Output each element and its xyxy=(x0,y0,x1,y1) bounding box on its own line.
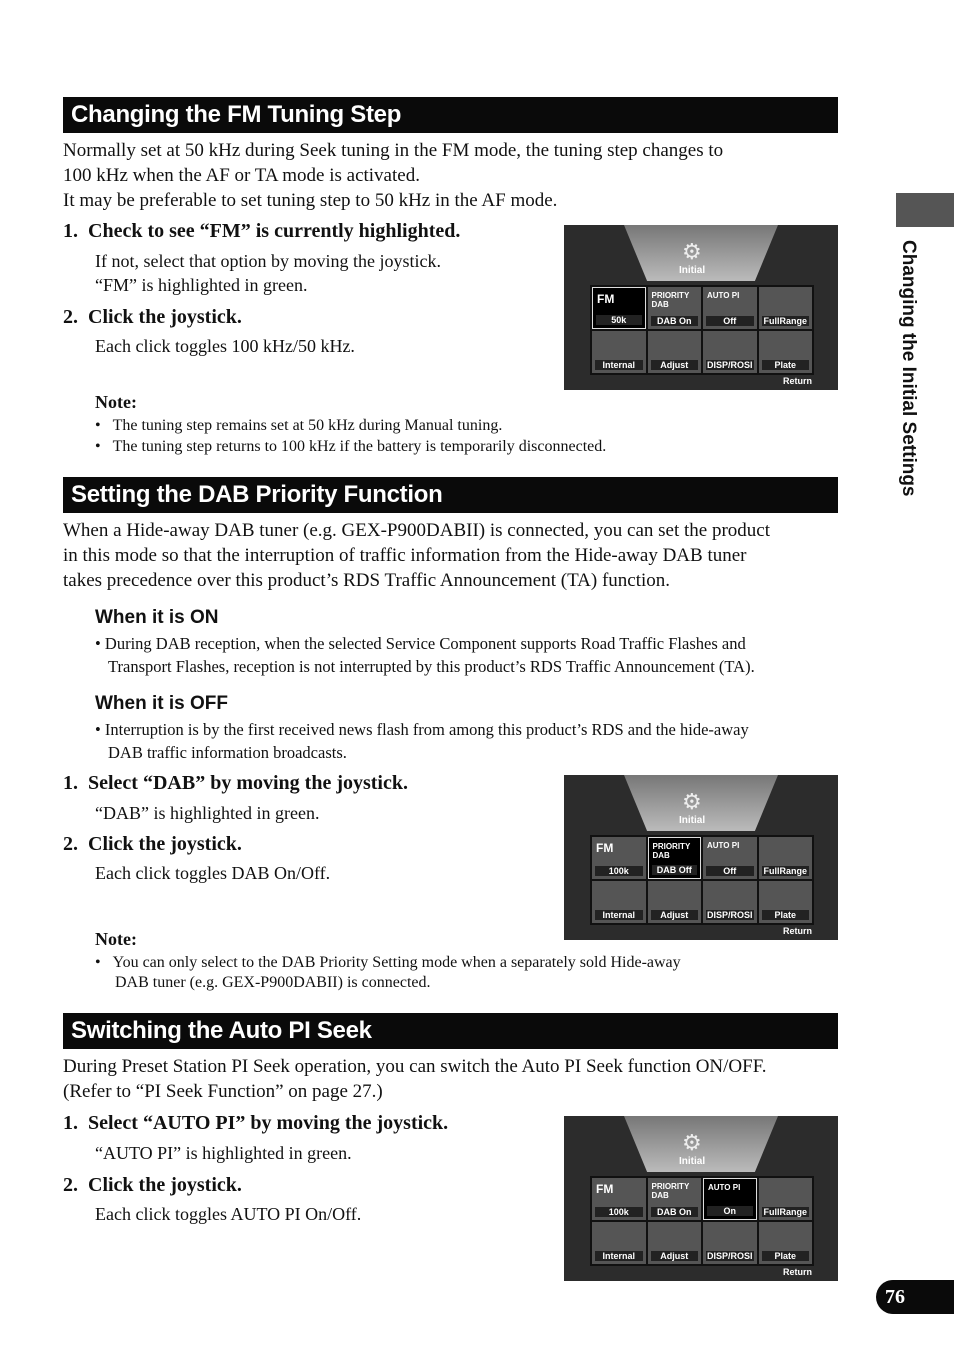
auto-pi-tile-title: AUTO PI xyxy=(707,291,740,300)
step-2: 2. Click the joystick. xyxy=(63,833,242,855)
paragraph-line: It may be preferable to set tuning step to 50 kHz in the AF mode. xyxy=(63,190,558,211)
screen-title: Initial xyxy=(679,1156,706,1167)
bullet-text: Interruption is by the first received news flash from among this product’s RDS and the hide-away xyxy=(104,720,749,739)
tile-label: Plate xyxy=(762,910,810,920)
page-number: 76 xyxy=(876,1280,954,1314)
dab-priority-tile[interactable] xyxy=(648,837,702,879)
internal-tile[interactable] xyxy=(592,881,646,923)
step-1-detail: “DAB” is highlighted in green. xyxy=(95,803,320,823)
step-1-detail: “FM” is highlighted in green. xyxy=(95,275,308,295)
fm-tile-title: FM xyxy=(597,292,615,306)
paragraph-line: 100 kHz when the AF or TA mode is activated. xyxy=(63,165,420,186)
note-item: • The tuning step returns to 100 kHz if the battery is temporarily disconnected. xyxy=(95,438,607,455)
dab-priority-tile[interactable] xyxy=(648,287,702,329)
auto-pi-tile-value: Off xyxy=(706,866,754,876)
full-range-tile[interactable] xyxy=(759,287,813,329)
note-item: • The tuning step remains set at 50 kHz during Manual tuning. xyxy=(95,417,503,434)
bullet-text: During DAB reception, when the selected Service Component supports Road Traffic Flashes and xyxy=(104,634,746,653)
step-2: 2. Click the joystick. xyxy=(63,1174,242,1196)
gear-icon: ⚙ xyxy=(682,239,702,264)
menu-grid xyxy=(590,1176,814,1266)
paragraph-line: Normally set at 50 kHz during Seek tuning in the FM mode, the tuning step changes to xyxy=(63,140,724,161)
dab-priority-tile[interactable] xyxy=(648,1178,702,1220)
paragraph-line: During Preset Station PI Seek operation, you can switch the Auto PI Seek function ON/OFF. xyxy=(63,1056,767,1077)
dab-tile-value: DAB On xyxy=(651,316,699,326)
step-2-detail: Each click toggles 100 kHz/50 kHz. xyxy=(95,336,355,356)
fm-tile-value: 100k xyxy=(595,1207,643,1217)
auto-pi-tile[interactable] xyxy=(703,1178,757,1220)
disp-rosi-tile[interactable] xyxy=(703,881,757,923)
tile-label: Plate xyxy=(762,360,810,370)
auto-pi-tile-title: AUTO PI xyxy=(707,841,740,850)
dab-tile-value: DAB On xyxy=(651,1207,699,1217)
dab-tile-title: PRIORITY DAB xyxy=(651,291,690,309)
plate-tile[interactable] xyxy=(759,1222,813,1264)
adjust-tile[interactable] xyxy=(648,1222,702,1264)
return-button[interactable]: Return xyxy=(783,926,812,936)
step-1-detail: If not, select that option by moving the joystick. xyxy=(95,251,441,271)
step-1: 1. Check to see “FM” is currently highlighted. xyxy=(63,220,461,242)
plate-tile[interactable] xyxy=(759,331,813,373)
tile-label: DISP/ROSI xyxy=(706,1251,753,1261)
screen-title: Initial xyxy=(679,815,706,826)
disp-rosi-tile[interactable] xyxy=(703,331,757,373)
tile-label: DISP/ROSI xyxy=(706,910,753,920)
note-item: • You can only select to the DAB Priority Setting mode when a separately sold Hide-away xyxy=(95,954,681,971)
fm-tile-title: FM xyxy=(596,841,614,855)
return-button[interactable]: Return xyxy=(783,376,812,386)
heading-fm-tuning-step: Changing the FM Tuning Step xyxy=(63,97,838,133)
bullet-item: • During DAB reception, when the selected Service Component supports Road Traffic Flashes and xyxy=(95,634,746,653)
tile-label: Adjust xyxy=(651,360,699,370)
subheading-off: When it is OFF xyxy=(95,693,228,714)
step-2-detail: Each click toggles AUTO PI On/Off. xyxy=(95,1204,362,1224)
fm-tile-value: 100k xyxy=(595,866,643,876)
auto-pi-tile-value: On xyxy=(707,1206,753,1216)
bullet-continuation: DAB traffic information broadcasts. xyxy=(108,743,347,762)
note-continuation: DAB tuner (e.g. GEX-P900DABII) is connected. xyxy=(115,974,431,991)
full-range-tile[interactable] xyxy=(759,1178,813,1220)
note-text: The tuning step remains set at 50 kHz during Manual tuning. xyxy=(112,417,503,434)
heading-dab-priority: Setting the DAB Priority Function xyxy=(63,477,838,513)
tile-label: Internal xyxy=(595,910,643,920)
paragraph-line: takes precedence over this product’s RDS Traffic Announcement (TA) function. xyxy=(63,570,671,591)
tile-label: Internal xyxy=(595,1251,643,1261)
fm-tile[interactable] xyxy=(592,287,646,329)
tile-label: Internal xyxy=(595,360,643,370)
adjust-tile[interactable] xyxy=(648,331,702,373)
full-range-tile[interactable] xyxy=(759,837,813,879)
side-tab-marker xyxy=(896,193,954,227)
initial-settings-screen xyxy=(564,1116,838,1281)
dab-tile-title: PRIORITY DAB xyxy=(651,1182,690,1200)
gear-icon: ⚙ xyxy=(682,1130,702,1155)
internal-tile[interactable] xyxy=(592,331,646,373)
tile-label: FullRange xyxy=(763,316,807,326)
section-side-title: Changing the Initial Settings xyxy=(898,240,919,497)
note-text: The tuning step returns to 100 kHz if the battery is temporarily disconnected. xyxy=(112,438,607,455)
tile-label: DISP/ROSI xyxy=(706,360,753,370)
auto-pi-tile-value: Off xyxy=(706,316,754,326)
step-2: 2. Click the joystick. xyxy=(63,306,242,328)
dab-tile-title: PRIORITY DAB xyxy=(652,842,691,860)
tile-label: FullRange xyxy=(763,1207,807,1217)
heading-auto-pi-seek: Switching the Auto PI Seek xyxy=(63,1013,838,1049)
return-button[interactable]: Return xyxy=(783,1267,812,1277)
screen-title: Initial xyxy=(679,265,706,276)
step-1: 1. Select “AUTO PI” by moving the joystick. xyxy=(63,1112,449,1134)
step-2-detail: Each click toggles DAB On/Off. xyxy=(95,863,331,883)
tile-label: Adjust xyxy=(651,1251,699,1261)
internal-tile[interactable] xyxy=(592,1222,646,1264)
auto-pi-tile-title: AUTO PI xyxy=(708,1183,741,1192)
auto-pi-tile[interactable] xyxy=(703,837,757,879)
subheading-on: When it is ON xyxy=(95,607,219,628)
menu-grid xyxy=(590,285,814,375)
adjust-tile[interactable] xyxy=(648,881,702,923)
menu-grid xyxy=(590,835,814,925)
plate-tile[interactable] xyxy=(759,881,813,923)
tile-label: FullRange xyxy=(763,866,807,876)
step-1-detail: “AUTO PI” is highlighted in green. xyxy=(95,1143,352,1163)
step-1: 1. Select “DAB” by moving the joystick. xyxy=(63,772,408,794)
paragraph-line: in this mode so that the interruption of traffic information from the Hide-away DAB tuner xyxy=(63,545,747,566)
bullet-continuation: Transport Flashes, reception is not interrupted by this product’s RDS Traffic Announcement (TA). xyxy=(108,657,755,676)
fm-tile[interactable] xyxy=(592,837,646,879)
note-label: Note: xyxy=(95,392,137,412)
auto-pi-tile[interactable] xyxy=(703,287,757,329)
tile-label: Plate xyxy=(762,1251,810,1261)
initial-settings-screen xyxy=(564,775,838,940)
fm-tile-value: 50k xyxy=(596,315,642,325)
tile-label: Adjust xyxy=(651,910,699,920)
disp-rosi-tile[interactable] xyxy=(703,1222,757,1264)
fm-tile[interactable] xyxy=(592,1178,646,1220)
paragraph-line: When a Hide-away DAB tuner (e.g. GEX-P900DABII) is connected, you can set the product xyxy=(63,520,771,541)
note-text: You can only select to the DAB Priority Setting mode when a separately sold Hide-away xyxy=(112,954,681,971)
note-label: Note: xyxy=(95,929,137,949)
initial-settings-screen xyxy=(564,225,838,390)
bullet-item: • Interruption is by the first received news flash from among this product’s RDS and the hide-away xyxy=(95,720,749,739)
fm-tile-title: FM xyxy=(596,1182,614,1196)
gear-icon: ⚙ xyxy=(682,789,702,814)
paragraph-line: (Refer to “PI Seek Function” on page 27.) xyxy=(63,1081,383,1102)
dab-tile-value: DAB Off xyxy=(652,865,698,875)
